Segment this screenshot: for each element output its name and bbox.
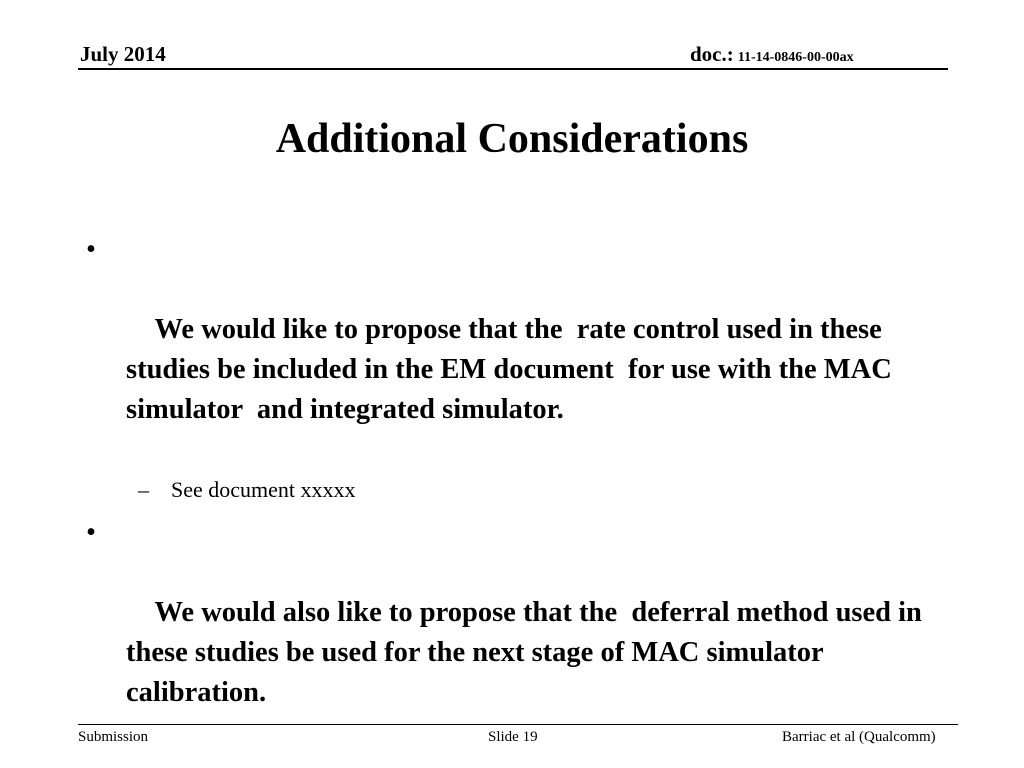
doc-number: 11-14-0846-00-00ax [737,50,854,65]
footer-divider [78,724,958,725]
slide-title: Additional Considerations [275,116,749,162]
bullet-text: We would like to propose that the rate control used in these studies be included in the EM document for use with the MAC simulator and integrated simulator. [126,314,899,425]
header-date: July 2014 [80,42,166,66]
bullet-item [86,230,956,470]
slide-body [86,230,956,753]
footer-authors: Barriac et al (Qualcomm) [782,729,936,745]
slide-header [78,40,948,70]
footer-submission: Submission [78,729,149,745]
footer-slide-number: Slide 19 [488,729,538,745]
bullet-text: We would also like to propose that the deferral method used in these studies be used for the next stage of MAC simulator calibration. [126,597,930,708]
header-document-id [690,42,854,70]
bullet-item [86,513,956,753]
doc-label: doc.: [690,42,734,66]
sub-bullet-text: See document xxxxx [171,477,356,502]
bullet-marker: • [86,234,96,265]
bullet-marker: • [86,517,96,548]
sub-bullet-marker: – [138,477,149,502]
sub-bullet-item [86,475,956,505]
